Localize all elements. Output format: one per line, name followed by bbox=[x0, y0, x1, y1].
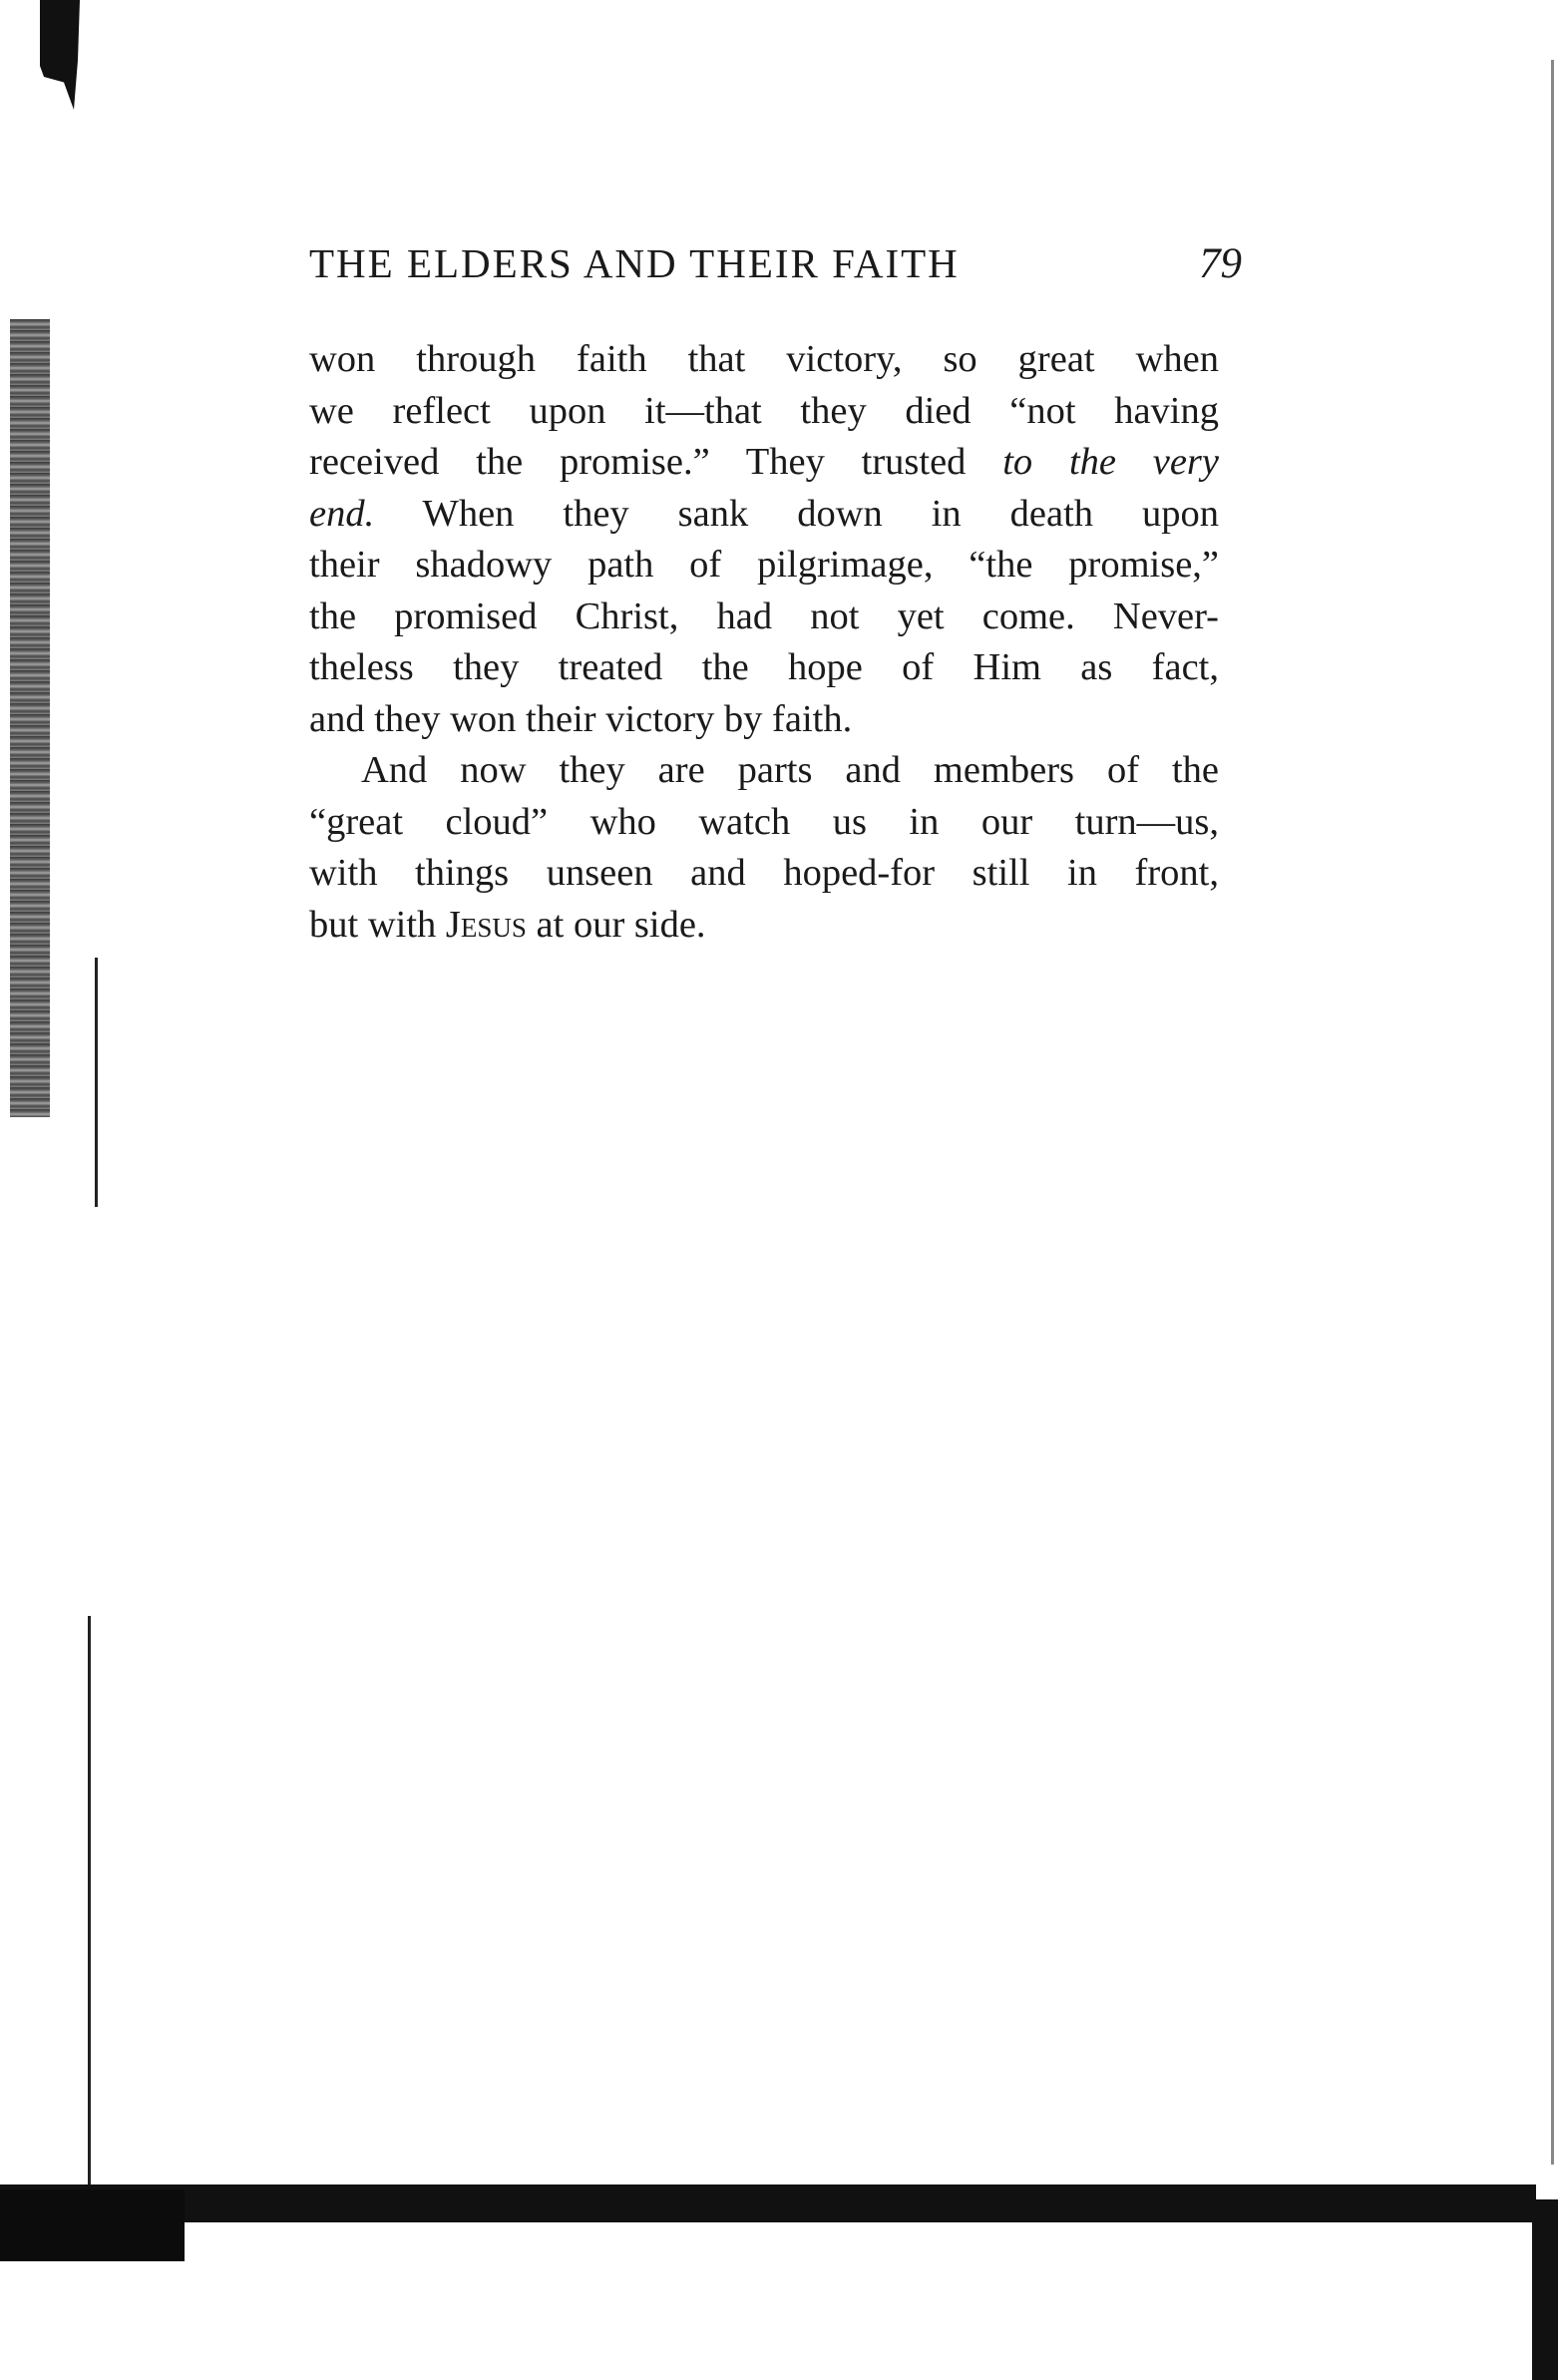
text-line: their shadowy path of pilgrimage, “the promise,” bbox=[309, 544, 1219, 586]
text-span: received the promise.” They trusted bbox=[309, 441, 967, 483]
text-line bbox=[309, 900, 1219, 952]
running-title: THE ELDERS AND THEIR FAITH bbox=[309, 240, 960, 286]
scan-artifact-right-line bbox=[1551, 60, 1554, 2165]
scan-artifact-left-strip bbox=[10, 319, 50, 1117]
scan-artifact-bottom-bar bbox=[0, 2184, 1536, 2222]
text-span: at our side. bbox=[526, 903, 706, 946]
smallcaps-span: Jesus bbox=[445, 903, 527, 946]
text-line bbox=[309, 489, 1219, 541]
text-span: When they sank down in death upon bbox=[374, 492, 1219, 535]
text-line bbox=[309, 437, 1219, 489]
text-line: the promised Christ, had not yet come. Never- bbox=[309, 595, 1219, 637]
paragraph-2 bbox=[309, 745, 1219, 951]
body-text bbox=[309, 334, 1219, 951]
text-line: and they won their victory by faith. bbox=[309, 697, 853, 740]
text-line: And now they are parts and members of the bbox=[361, 749, 1219, 791]
scan-artifact-left-line-lower bbox=[88, 1616, 91, 2184]
text-line: we reflect upon it—that they died “not having bbox=[309, 389, 1219, 432]
text-span: but with bbox=[309, 903, 446, 946]
text-line: “great cloud” who watch us in our turn—us, bbox=[309, 800, 1219, 843]
scan-artifact-right-bar bbox=[1532, 2199, 1558, 2380]
text-line: theless they treated the hope of Him as fact, bbox=[309, 646, 1219, 688]
text-line: with things unseen and hoped-for still in front, bbox=[309, 852, 1219, 894]
scan-artifact-left-line bbox=[95, 958, 98, 1207]
italic-span: to the very bbox=[1002, 441, 1219, 483]
text-line: won through faith that victory, so great when bbox=[309, 338, 1219, 380]
page-header bbox=[309, 239, 1242, 288]
paragraph-1 bbox=[309, 334, 1219, 745]
scan-artifact-bottom-block bbox=[0, 2189, 185, 2261]
scan-artifact-top bbox=[40, 0, 80, 110]
page-number: 79 bbox=[1199, 240, 1242, 287]
italic-span: end. bbox=[309, 492, 375, 535]
